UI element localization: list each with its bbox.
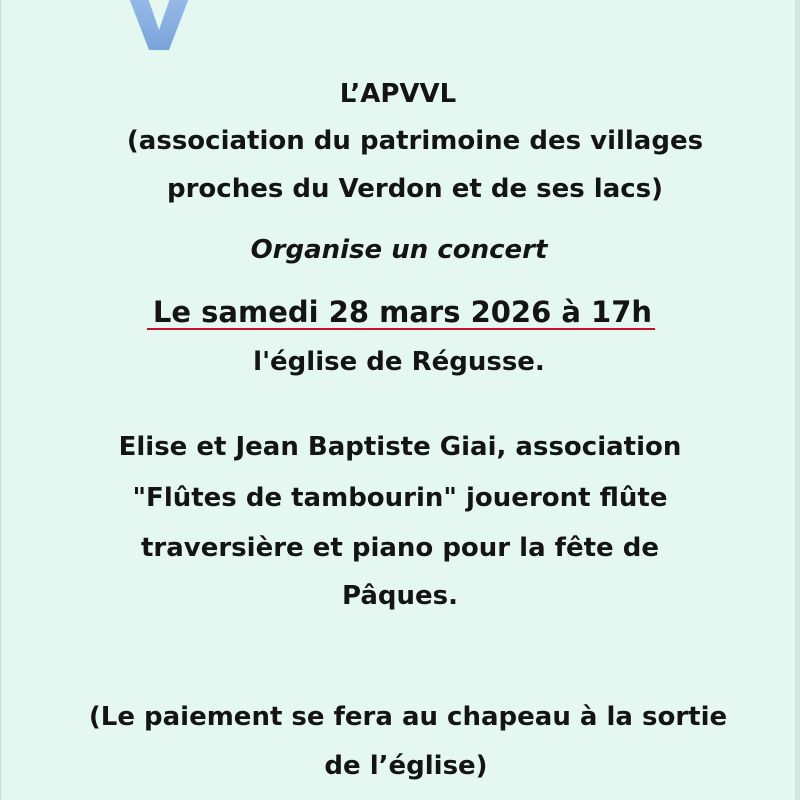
association-name-line2: proches du Verdon et de ses lacs) xyxy=(166,174,664,204)
event-place: l'église de Régusse. xyxy=(253,347,545,377)
payment-note-line1: (Le paiement se fera au chapeau à la sortie xyxy=(88,702,728,732)
payment-note-line2: de l’église) xyxy=(324,751,488,781)
description-line4: Pâques. xyxy=(341,581,458,611)
description-line1: Elise et Jean Baptiste Giai, association xyxy=(118,432,682,462)
event-date xyxy=(1,295,800,330)
organise-text: Organise un concert xyxy=(250,235,548,265)
description-line2: "Flûtes de tambourin" joueront flûte xyxy=(132,483,668,513)
v-logo-icon xyxy=(113,0,205,56)
event-date-text: Le samedi 28 mars 2026 à 17h xyxy=(147,296,655,330)
association-name-line1: (association du patrimoine des villages xyxy=(126,126,704,156)
poster-title: L’APVVL xyxy=(339,79,457,109)
description-line3: traversière et piano pour la fête de xyxy=(140,533,659,563)
